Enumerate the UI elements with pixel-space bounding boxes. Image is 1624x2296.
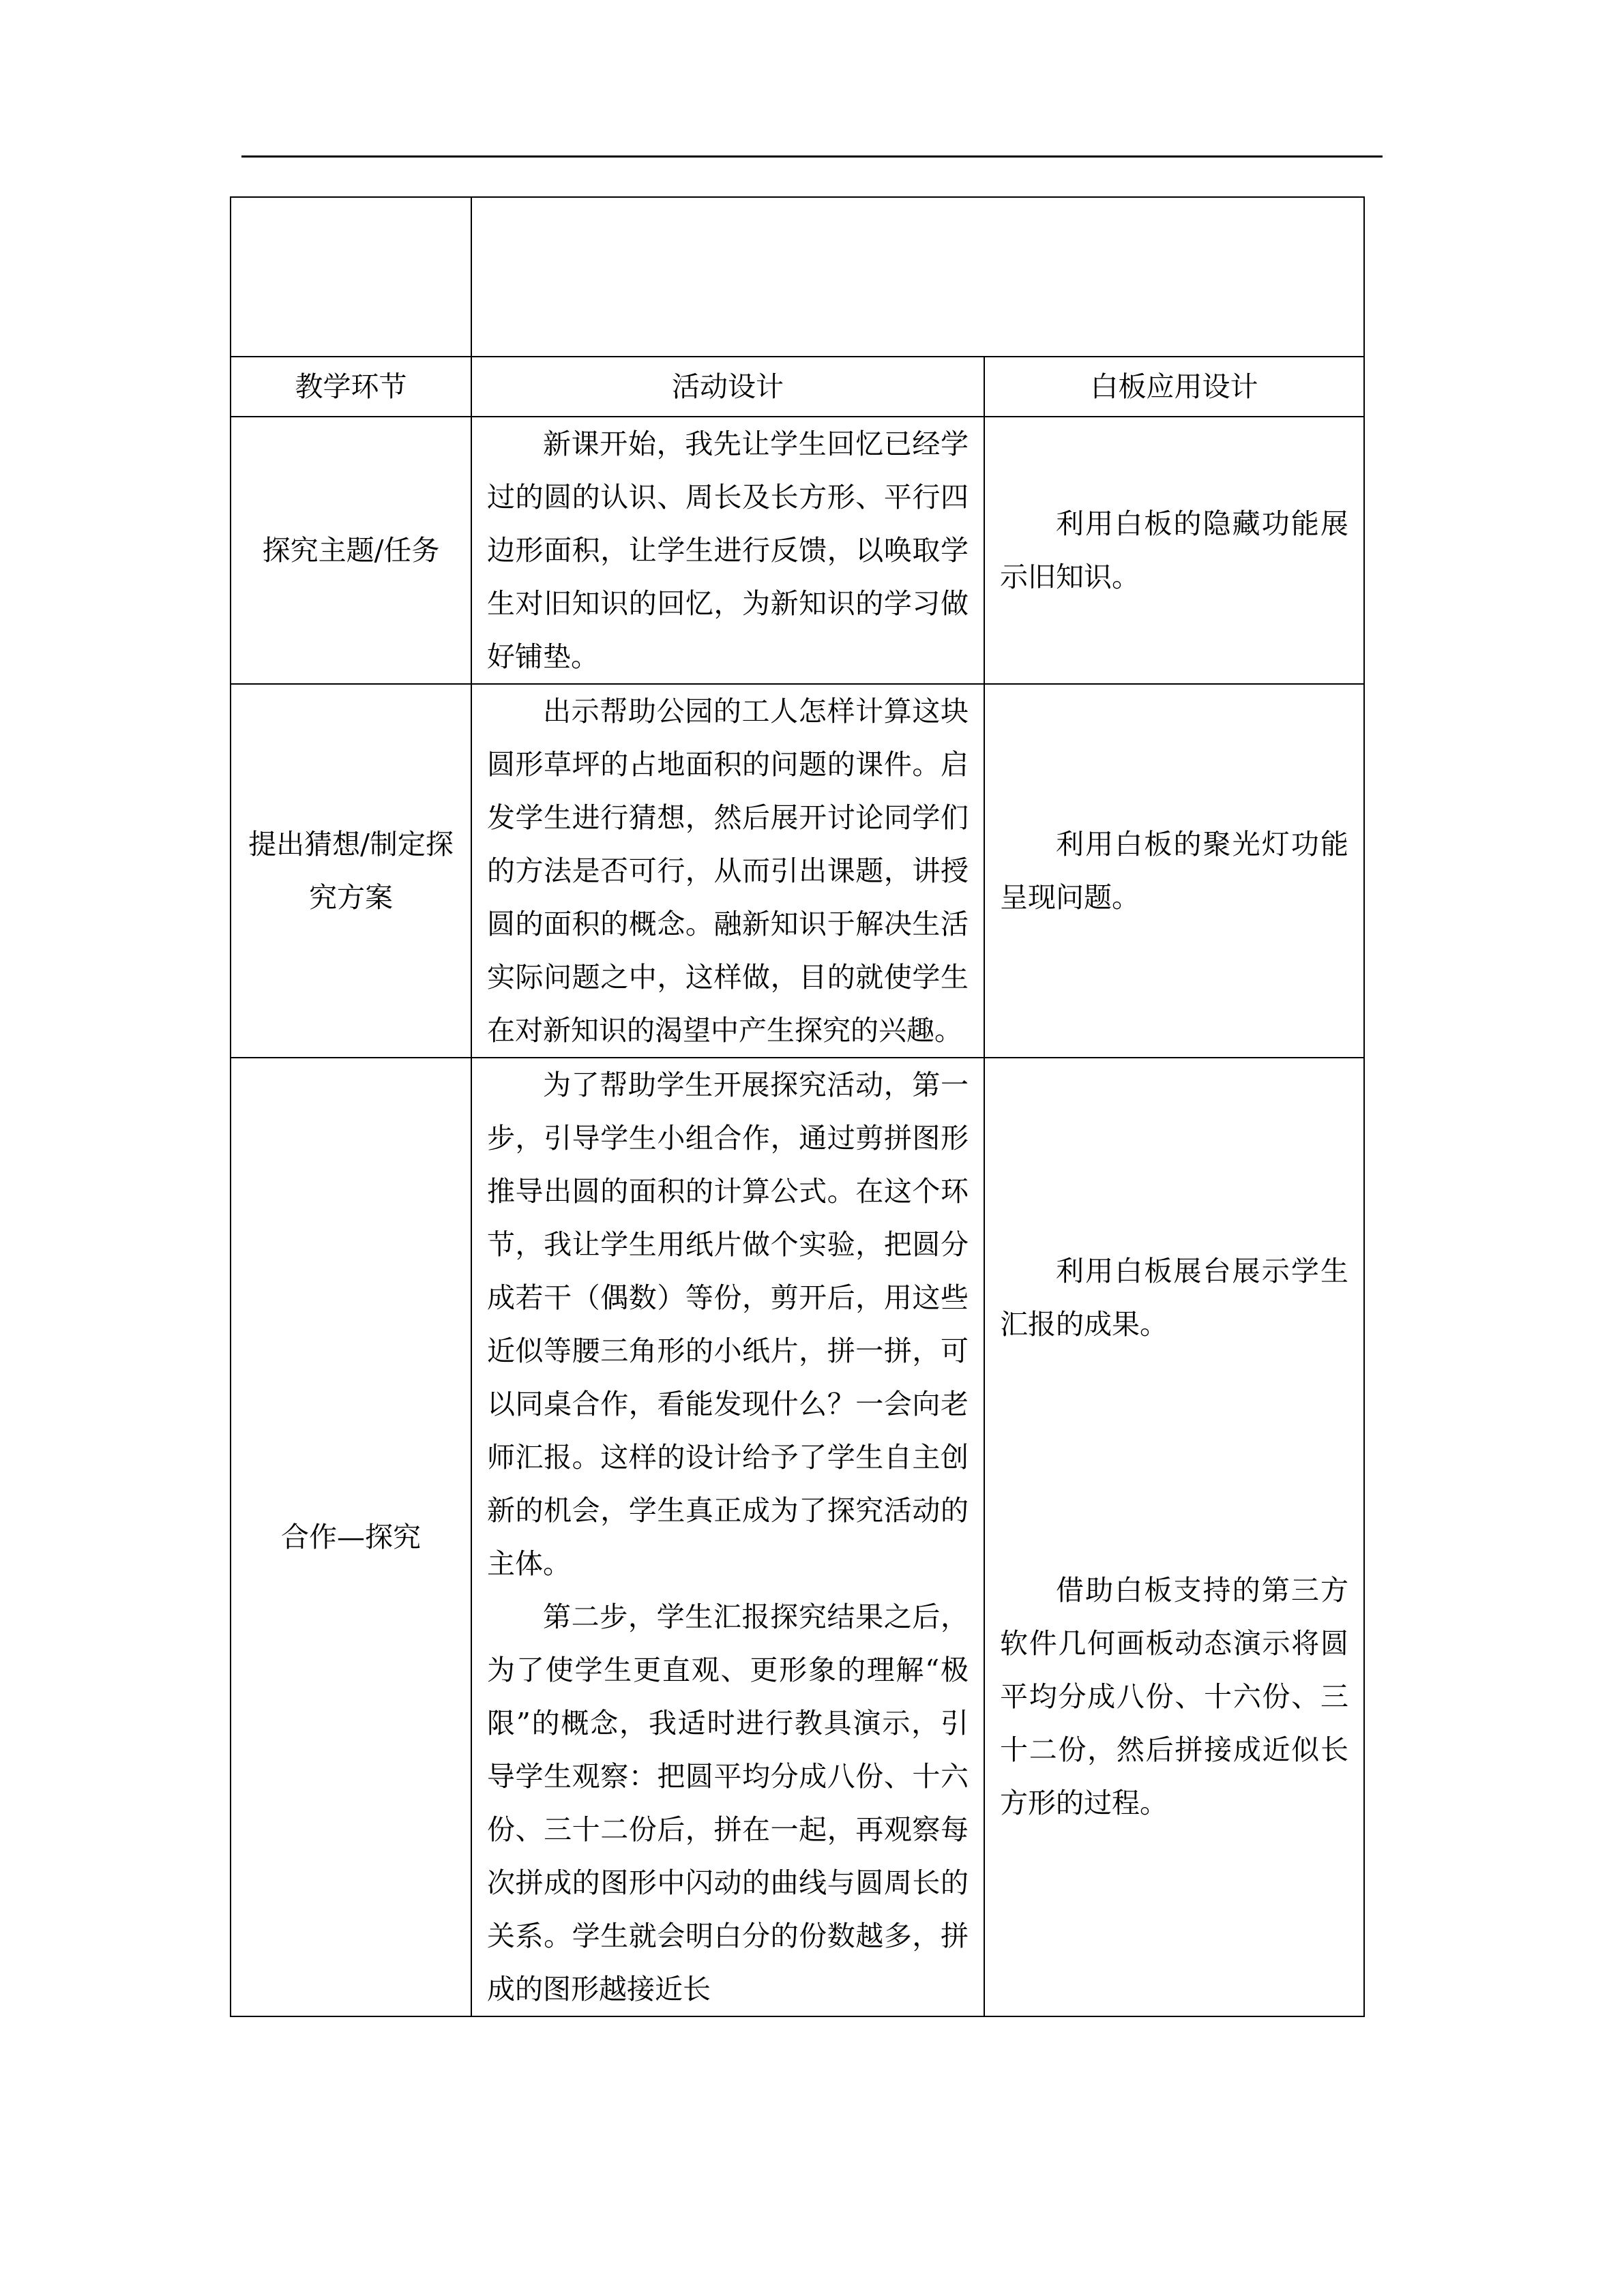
header-rule — [241, 155, 1383, 158]
board-paragraph: 利用白板的隐藏功能展示旧知识。 — [1000, 507, 1348, 593]
board-paragraph: 利用白板的聚光灯功能呈现问题。 — [1000, 828, 1348, 914]
activity-cell — [471, 1058, 984, 2016]
empty-cell — [471, 197, 1364, 357]
header-activity: 活动设计 — [471, 357, 984, 417]
lesson-design-table — [230, 196, 1365, 2017]
board-cell — [984, 1058, 1364, 2016]
board-paragraph: 借助白板支持的第三方软件几何画板动态演示将圆平均分成八份、十六份、三十二份，然后拼接成近似长方形的过程。 — [1000, 1574, 1348, 1819]
table-row — [231, 684, 1364, 1058]
phase-cell: 合作—探究 — [231, 1058, 471, 2016]
table-row — [231, 1058, 1364, 2016]
activity-paragraph: 第二步，学生汇报探究结果之后，为了使学生更直观、更形象的理解“极限”的概念，我适时进行教具演示，引导学生观察：把圆平均分成八份、十六份、三十二份后，拼在一起，再观察每次拼成的图形中闪动的曲线与圆周长的关系。学生就会明白分的份数越多，拼成的图形越接近长 — [487, 1600, 969, 2006]
board-cell — [984, 684, 1364, 1058]
activity-paragraph: 出示帮助公园的工人怎样计算这块圆形草坪的占地面积的问题的课件。启发学生进行猜想，然后展开讨论同学们的方法是否可行，从而引出课题，讲授圆的面积的概念。融新知识于解决生活实际问题之中，这样做，目的就使学生在对新知识的渴望中产生探究的兴趣。 — [487, 695, 969, 1047]
empty-cell — [231, 197, 471, 357]
activity-cell — [471, 417, 984, 684]
activity-cell — [471, 684, 984, 1058]
header-board: 白板应用设计 — [984, 357, 1364, 417]
phase-cell: 提出猜想/制定探究方案 — [231, 684, 471, 1058]
table-header-row — [231, 357, 1364, 417]
board-cell — [984, 417, 1364, 684]
table-top-row — [231, 197, 1364, 357]
activity-paragraph: 为了帮助学生开展探究活动，第一步，引导学生小组合作，通过剪拼图形推导出圆的面积的计算公式。在这个环节，我让学生用纸片做个实验，把圆分成若干（偶数）等份，剪开后，用这些近似等腰三角形的小纸片，拼一拼，可以同桌合作，看能发现什么？一会向老师汇报。这样的设计给予了学生自主创新的机会，学生真正成为了探究活动的主体。 — [487, 1069, 969, 1580]
activity-paragraph: 新课开始，我先让学生回忆已经学过的圆的认识、周长及长方形、平行四边形面积，让学生进行反馈，以唤取学生对旧知识的回忆，为新知识的学习做好铺垫。 — [487, 428, 969, 673]
table-row — [231, 417, 1364, 684]
paragraph-spacer — [1000, 1351, 1348, 1564]
phase-cell: 探究主题/任务 — [231, 417, 471, 684]
board-paragraph: 利用白板展台展示学生汇报的成果。 — [1000, 1255, 1348, 1341]
header-phase: 教学环节 — [231, 357, 471, 417]
